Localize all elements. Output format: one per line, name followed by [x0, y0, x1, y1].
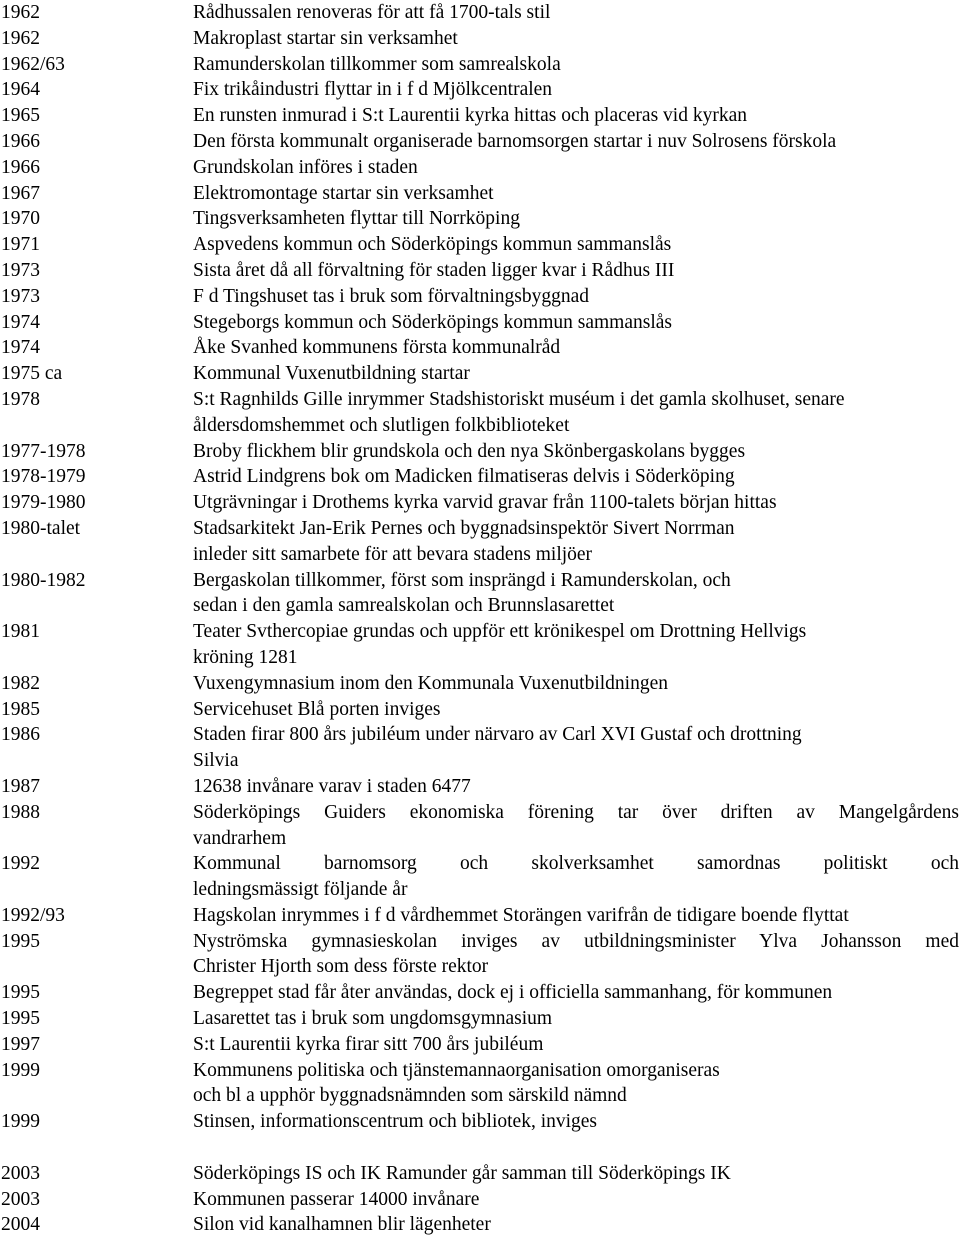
- timeline-entry: [0, 1187, 960, 1213]
- entry-description-line: Bergaskolan tillkommer, först som insprängd i Ramunderskolan, och: [193, 569, 731, 591]
- timeline-entry: [0, 697, 960, 723]
- entry-description-line: F d Tingshuset tas i bruk som förvaltningsbyggnad: [193, 285, 589, 307]
- timeline-entry: [0, 671, 960, 697]
- entry-description-line: Teater Svthercopiae grundas och uppför ett krönikespel om Drottning Hellvigs: [193, 621, 807, 643]
- timeline-entry: [0, 490, 960, 516]
- entry-year: 1981: [1, 621, 40, 643]
- entry-description-line: Vuxengymnasium inom den Kommunala Vuxenutbildningen: [193, 672, 668, 694]
- entry-description: [191, 722, 959, 774]
- timeline-entry: [0, 1058, 960, 1110]
- entry-year: 1966: [1, 130, 40, 152]
- timeline-entry: [0, 52, 960, 78]
- entry-year: 1974: [1, 337, 40, 359]
- entry-year: 1962: [1, 2, 40, 23]
- entry-description: [191, 103, 959, 129]
- entry-year: 1966: [1, 156, 40, 178]
- entry-description: [191, 52, 959, 78]
- timeline-entry: [0, 619, 960, 671]
- entry-description-line: Den första kommunalt organiserade barnomsorgen startar i nuv Solrosens förskola: [193, 130, 837, 152]
- entry-description-line: Rådhussalen renoveras för att få 1700-tals stil: [193, 2, 551, 23]
- entry-description-line: vandrarhem: [193, 827, 287, 849]
- timeline-entry: [0, 464, 960, 490]
- timeline-entry: [0, 929, 960, 981]
- entry-description: [191, 258, 959, 284]
- entry-year: 1995: [1, 930, 40, 952]
- entry-description-line: Kommunens politiska och tjänstemannaorganisation omorganiseras: [193, 1059, 720, 1081]
- entry-description: [191, 800, 959, 852]
- entry-year: 1971: [1, 234, 40, 256]
- entry-description-line: Broby flickhem blir grundskola och den nya Skönbergaskolans bygges: [193, 440, 746, 462]
- entry-description: [191, 387, 959, 439]
- timeline-entry: [0, 1212, 960, 1238]
- entry-year: 1974: [1, 311, 40, 333]
- entry-year: 1975 ca: [1, 363, 63, 385]
- entry-description-line: Ramunderskolan tillkommer som samrealskola: [193, 53, 561, 75]
- entry-year: 1985: [1, 698, 40, 720]
- timeline-entry: [0, 1109, 960, 1135]
- entry-description: [191, 1058, 959, 1110]
- timeline-entry: [0, 722, 960, 774]
- timeline-entry: [0, 335, 960, 361]
- entry-description-line: Stinsen, informationscentrum och bibliotek, inviges: [193, 1111, 598, 1133]
- timeline-entry: [0, 439, 960, 465]
- entry-description: [191, 284, 959, 310]
- entry-description: [191, 929, 959, 981]
- entry-description-line: Begreppet stad får åter användas, dock ej i officiella sammanhang, för kommunen: [193, 982, 833, 1004]
- timeline-entry: [0, 310, 960, 336]
- entry-year: 1973: [1, 259, 40, 281]
- entry-year: 1986: [1, 724, 40, 746]
- entry-description-line: Kommunen passerar 14000 invånare: [193, 1188, 480, 1210]
- entry-description-line: S:t Ragnhilds Gille inrymmer Stadshistoriskt muséum i det gamla skolhuset, senare: [193, 388, 845, 410]
- entry-year: 1982: [1, 672, 40, 694]
- entry-year: 1964: [1, 79, 40, 101]
- entry-year: 1987: [1, 775, 40, 797]
- entry-description-line: Åke Svanhed kommunens första kommunalråd: [193, 337, 561, 359]
- entry-description: [191, 697, 959, 723]
- timeline-entry: [0, 851, 960, 903]
- entry-year: 1995: [1, 1008, 40, 1030]
- timeline-entry: [0, 568, 960, 620]
- timeline-entry: [0, 232, 960, 258]
- timeline-entry: [0, 980, 960, 1006]
- timeline-entry: [0, 284, 960, 310]
- entry-description-line: Servicehuset Blå porten inviges: [193, 698, 441, 720]
- entry-description-line: Astrid Lindgrens bok om Madicken filmatiseras delvis i Söderköping: [193, 466, 735, 488]
- entry-description: [191, 129, 959, 155]
- entry-description-line: Christer Hjorth som dess förste rektor: [193, 956, 489, 978]
- entry-description-line: 12638 invånare varav i staden 6477: [193, 775, 471, 797]
- entry-description: [191, 77, 959, 103]
- entry-year: 1962: [1, 27, 40, 49]
- entry-year: 1995: [1, 982, 40, 1004]
- entry-year: 2003: [1, 1188, 40, 1210]
- entry-year: 1992: [1, 853, 40, 875]
- entry-description: [191, 851, 959, 903]
- entry-description-line: Kommunal Vuxenutbildning startar: [193, 363, 470, 385]
- timeline-entry: [0, 800, 960, 852]
- entry-description-line: Lasarettet tas i bruk som ungdomsgymnasium: [193, 1008, 553, 1030]
- blank-line: [0, 1135, 960, 1161]
- entry-year: 1980-talet: [1, 517, 81, 539]
- entry-description: [191, 232, 959, 258]
- timeline-entry: [0, 77, 960, 103]
- entry-year: 1997: [1, 1033, 40, 1055]
- entry-year: 1977-1978: [1, 440, 86, 462]
- entry-description-line: Silvia: [193, 750, 239, 772]
- entry-description-line: kröning 1281: [193, 646, 298, 668]
- timeline-entry: [0, 361, 960, 387]
- entry-description-line: Utgrävningar i Drothems kyrka varvid gravar från 1100-talets början hittas: [193, 492, 777, 514]
- timeline-entry: [0, 1161, 960, 1187]
- entry-description-line: Makroplast startar sin verksamhet: [193, 27, 458, 49]
- entry-description-line: Kommunal barnomsorg och skolverksamhet samordnas politiskt och: [193, 853, 959, 875]
- entry-description: [191, 335, 959, 361]
- entry-description-line: Stegeborgs kommun och Söderköpings kommun sammanslås: [193, 311, 672, 333]
- entry-description-line: Aspvedens kommun och Söderköpings kommun sammanslås: [193, 234, 672, 256]
- entry-year: 1962/63: [1, 53, 65, 75]
- entry-year: 1978: [1, 388, 40, 410]
- timeline-entry: [0, 26, 960, 52]
- entry-year: 1967: [1, 182, 40, 204]
- entry-description: [191, 1161, 959, 1187]
- entry-description: [191, 774, 959, 800]
- entry-description-line: S:t Laurentii kyrka firar sitt 700 års jubiléum: [193, 1033, 544, 1055]
- timeline-entry: [0, 206, 960, 232]
- timeline-entry: [0, 0, 960, 26]
- entry-year: 1965: [1, 105, 40, 127]
- entry-description: [191, 1006, 959, 1032]
- timeline-entry: [0, 155, 960, 181]
- entry-description: [191, 464, 959, 490]
- timeline-entry: [0, 387, 960, 439]
- entry-year: 1988: [1, 801, 40, 823]
- entry-year: 1978-1979: [1, 466, 86, 488]
- timeline-entry: [0, 103, 960, 129]
- entry-description-line: åldersdomshemmet och slutligen folkbiblioteket: [193, 414, 570, 436]
- entry-year: 1999: [1, 1059, 40, 1081]
- entry-year: 1979-1980: [1, 492, 86, 514]
- entry-year: 1999: [1, 1111, 40, 1133]
- entry-description: [191, 361, 959, 387]
- entry-description: [191, 903, 959, 929]
- timeline-entry: [0, 1006, 960, 1032]
- entry-description-line: inleder sitt samarbete för att bevara stadens miljöer: [193, 543, 593, 565]
- entry-description: [191, 206, 959, 232]
- entry-description-line: Fix trikåindustri flyttar in i f d Mjölkcentralen: [193, 79, 553, 101]
- entry-description-line: Söderköpings Guiders ekonomiska förening tar över driften av Mangelgårdens: [193, 801, 959, 823]
- entry-description: [191, 516, 959, 568]
- entry-description: [191, 26, 959, 52]
- entry-description-line: sedan i den gamla samrealskolan och Brunnslasarettet: [193, 595, 615, 617]
- entry-description-line: Nyströmska gymnasieskolan inviges av utbildningsminister Ylva Johansson med: [193, 930, 959, 952]
- entry-description: [191, 1109, 959, 1135]
- entry-description-line: Sista året då all förvaltning för staden ligger kvar i Rådhus III: [193, 259, 675, 281]
- entry-description: [191, 1212, 959, 1238]
- entry-description: [191, 980, 959, 1006]
- entry-description: [191, 619, 959, 671]
- entry-year: 2004: [1, 1214, 40, 1236]
- entry-description: [191, 1032, 959, 1058]
- timeline-entry: [0, 129, 960, 155]
- entry-description: [191, 181, 959, 207]
- timeline-entry: [0, 1032, 960, 1058]
- timeline-entry: [0, 181, 960, 207]
- entry-year: 1973: [1, 285, 40, 307]
- entry-description: [191, 439, 959, 465]
- entry-description-line: Hagskolan inrymmes i f d vårdhemmet Storängen varifrån de tidigare boende flyttat: [193, 904, 849, 926]
- entry-description: [191, 0, 959, 26]
- entry-description: [191, 310, 959, 336]
- timeline-entry: [0, 774, 960, 800]
- entry-description-line: Stadsarkitekt Jan-Erik Pernes och byggnadsinspektör Sivert Norrman: [193, 517, 735, 539]
- entry-description-line: Staden firar 800 års jubiléum under närvaro av Carl XVI Gustaf och drottning: [193, 724, 802, 746]
- entry-year: 1980-1982: [1, 569, 86, 591]
- entry-year: 1992/93: [1, 904, 65, 926]
- entry-description: [191, 568, 959, 620]
- entry-description-line: Tingsverksamheten flyttar till Norrköping: [193, 208, 520, 230]
- entry-description: [191, 671, 959, 697]
- entry-description-line: En runsten inmurad i S:t Laurentii kyrka hittas och placeras vid kyrkan: [193, 105, 747, 127]
- entry-description: [191, 1187, 959, 1213]
- timeline-entry: [0, 516, 960, 568]
- entry-description: [191, 490, 959, 516]
- entry-year: 2003: [1, 1162, 40, 1184]
- entry-description-line: Söderköpings IS och IK Ramunder går samman till Söderköpings IK: [193, 1162, 731, 1184]
- entry-description: [191, 155, 959, 181]
- timeline-entry: [0, 903, 960, 929]
- entry-description-line: och bl a upphör byggnadsnämnden som särskild nämnd: [193, 1085, 627, 1107]
- entry-year: 1970: [1, 208, 40, 230]
- entry-description-line: Silon vid kanalhamnen blir lägenheter: [193, 1214, 491, 1236]
- entry-description-line: Elektromontage startar sin verksamhet: [193, 182, 494, 204]
- entry-description-line: Grundskolan införes i staden: [193, 156, 418, 178]
- timeline-entry: [0, 258, 960, 284]
- entry-description-line: ledningsmässigt följande år: [193, 879, 408, 901]
